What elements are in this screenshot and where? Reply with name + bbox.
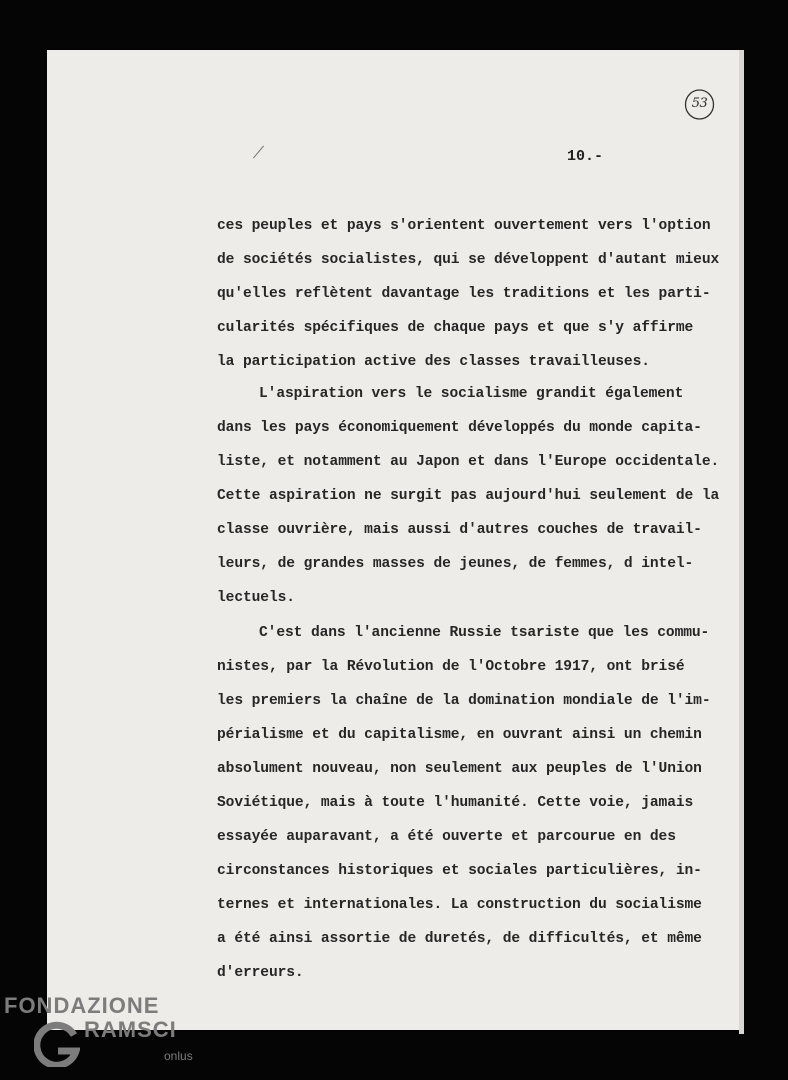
text-line: essayée auparavant, a été ouverte et parcourue en des [217, 829, 676, 845]
text-line: la participation active des classes travailleuses. [217, 354, 650, 370]
gramsci-g-logo-icon [34, 1021, 80, 1067]
text-line: circonstances historiques et sociales particulières, in- [217, 863, 702, 879]
text-line: qu'elles reflètent davantage les traditions et les parti- [217, 286, 711, 302]
page-edge [739, 50, 744, 1034]
text-line: dans les pays économiquement développés du monde capita- [217, 420, 702, 436]
text-line: leurs, de grandes masses de jeunes, de femmes, d intel- [217, 556, 694, 572]
page-number: 10.- [567, 148, 604, 165]
watermark-logo [4, 993, 204, 1073]
watermark-suffix: onlus [164, 1049, 193, 1063]
text-line: Cette aspiration ne surgit pas aujourd'hui seulement de la [217, 488, 720, 504]
text-line: liste, et notamment au Japon et dans l'Europe occidentale. [217, 454, 720, 470]
text-line: nistes, par la Révolution de l'Octobre 1917, ont brisé [217, 659, 685, 675]
text-line: classe ouvrière, mais aussi d'autres couches de travail- [217, 522, 702, 538]
text-line: Soviétique, mais à toute l'humanité. Cette voie, jamais [217, 795, 694, 811]
folio-stamp [683, 88, 716, 121]
text-line: a été ainsi assortie de duretés, de difficultés, et même [217, 931, 702, 947]
text-line: C'est dans l'ancienne Russie tsariste que les commu- [259, 625, 710, 641]
text-line: lectuels. [217, 590, 295, 606]
text-line: d'erreurs. [217, 965, 304, 981]
watermark-line2: RAMSCI [84, 1017, 177, 1042]
text-line: les premiers la chaîne de la domination mondiale de l'im- [217, 693, 711, 709]
text-line: absolument nouveau, non seulement aux peuples de l'Union [217, 761, 702, 777]
text-line: L'aspiration vers le socialisme grandit également [259, 386, 684, 402]
text-line: ces peuples et pays s'orientent ouvertement vers l'option [217, 218, 711, 234]
folio-number: 53 [691, 96, 708, 111]
text-line: périalisme et du capitalisme, en ouvrant ainsi un chemin [217, 727, 702, 743]
text-line: ternes et internationales. La construction du socialisme [217, 897, 702, 913]
document-page [47, 50, 739, 1030]
watermark-line1: FONDAZIONE [4, 993, 160, 1018]
text-line: de sociétés socialistes, qui se développent d'autant mieux [217, 252, 720, 268]
text-line: cularités spécifiques de chaque pays et que s'y affirme [217, 320, 694, 336]
